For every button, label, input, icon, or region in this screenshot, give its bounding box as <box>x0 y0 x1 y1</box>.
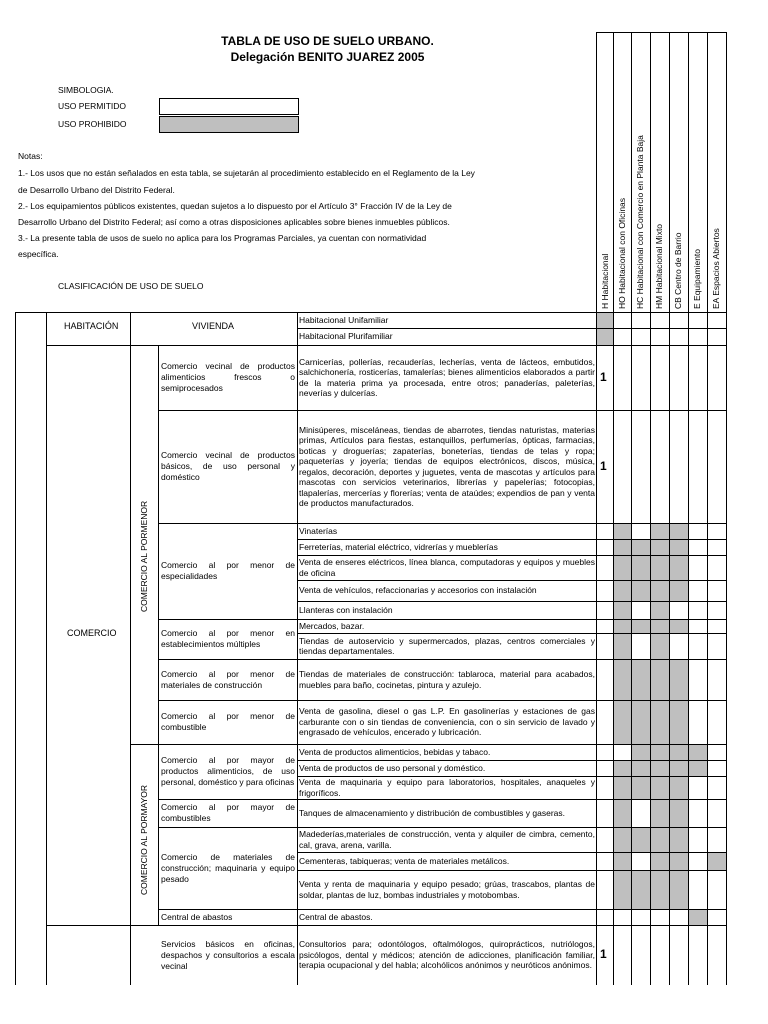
use-row-label: Mercados, bazar. <box>299 620 365 631</box>
prohibited-cell <box>631 700 650 744</box>
document-title: TABLA DE USO DE SUELO URBANO. <box>221 34 434 48</box>
table-divider <box>130 312 131 985</box>
permitted-cell <box>688 852 707 870</box>
prohibited-cell <box>631 659 650 700</box>
prohibited-cell <box>669 870 688 909</box>
permitted-cell <box>707 760 726 776</box>
notes-heading: Notas: <box>18 151 43 161</box>
use-row-label: Vinaterías <box>299 525 338 536</box>
prohibited-cell <box>669 580 688 601</box>
permitted-cell <box>688 601 707 619</box>
column-divider <box>726 32 727 985</box>
category-label: Servicios básicos en oficinas, despachos y consultorios a escala vecinal <box>161 938 295 971</box>
prohibited-cell <box>650 700 669 744</box>
prohibited-cell <box>613 659 631 700</box>
prohibited-cell <box>669 744 688 760</box>
prohibited-cell <box>631 776 650 799</box>
use-row-label: Tiendas de autoservicio y supermercados, plazas, centros comerciales y tiendas departamentales. <box>299 635 595 656</box>
permitted-cell <box>688 312 707 328</box>
prohibited-cell <box>707 852 726 870</box>
column-header-ea: EA Espacios Abiertos <box>711 228 721 309</box>
permitted-cell <box>631 312 650 328</box>
prohibited-cell <box>650 799 669 827</box>
permitted-cell <box>707 870 726 909</box>
permitted-cell <box>688 659 707 700</box>
permitted-cell <box>650 410 669 523</box>
prohibited-cell <box>596 312 613 328</box>
prohibited-cell <box>669 659 688 700</box>
prohibited-cell <box>631 619 650 633</box>
use-row-label: Llanteras con instalación <box>299 604 393 615</box>
prohibited-cell <box>613 870 631 909</box>
permitted-cell <box>707 523 726 539</box>
group-vivienda: VIVIENDA <box>192 321 235 331</box>
permitted-cell <box>596 539 613 555</box>
prohibited-cell <box>631 555 650 580</box>
prohibited-cell <box>650 619 669 633</box>
permitted-cell <box>631 410 650 523</box>
permitted-cell <box>707 539 726 555</box>
permitted-cell <box>631 523 650 539</box>
permitted-cell <box>688 580 707 601</box>
prohibited-cell <box>669 555 688 580</box>
group-comercio-pormayor: COMERCIO AL PORMAYOR <box>139 784 149 895</box>
permitted-cell <box>688 539 707 555</box>
permitted-cell <box>688 410 707 523</box>
use-row-label: Tanques de almacenamiento y distribución de combustibles y gaseras. <box>299 807 566 818</box>
column-header-hm: HM Habitacional Mixto <box>654 223 664 309</box>
permitted-cell <box>707 619 726 633</box>
permitted-cell <box>596 580 613 601</box>
permitted-cell <box>669 633 688 659</box>
table-divider <box>46 312 47 985</box>
prohibited-cell <box>613 523 631 539</box>
permitted-cell <box>631 925 650 985</box>
footnote-marker: 1 <box>600 947 607 961</box>
footnote-marker: 1 <box>600 459 607 473</box>
prohibited-cell <box>669 700 688 744</box>
column-header-h: H Habitacional <box>600 253 610 309</box>
prohibited-cell <box>669 523 688 539</box>
permitted-cell <box>707 827 726 852</box>
permitted-cell <box>669 909 688 925</box>
prohibited-cell <box>613 776 631 799</box>
permitted-cell <box>596 601 613 619</box>
category-label: Comercio al por menor de especialidades <box>161 560 295 581</box>
note-line: 3.- La presente tabla de usos de suelo no aplica para los Programas Parciales, ya cuentan con normatividad <box>18 233 427 243</box>
permitted-cell <box>669 312 688 328</box>
prohibited-cell <box>613 601 631 619</box>
prohibited-cell <box>650 523 669 539</box>
permitted-cell <box>688 619 707 633</box>
permitted-cell <box>707 580 726 601</box>
use-row-label: Carnicerías, pollerías, recauderías, lecherías, venta de lácteos, embutidos, salchichonería, rosticerías, tamalerías; bienes alimenticios elaborados a partir de la materia prima ya procesada, entre otros; panaderías, paleterías, neverías y dulcerías. <box>299 356 595 398</box>
header-top-border <box>596 32 727 33</box>
prohibited-cell <box>631 760 650 776</box>
use-row-label: Cementeras, tabiqueras; venta de materiales metálicos. <box>299 855 510 866</box>
use-row-label: Minisúperes, misceláneas, tiendas de abarrotes, tiendas naturistas, materias primas, Artículos para fiestas, estanquillos, perfumerías, ópticas, farmacias, boticas y droguerías; zapaterías, boneterías, tiendas de telas y ropa; paqueterías y joyería; tiendas de equipos electrónicos, discos, música, regalos, decoración, deportes y juguetes, venta de mascotas y artículos para mascotas con servicios veterinarios, librerías y papelerías; fotocopias, tlapalerías, mercerías y florerías; venta de ataúdes; expendios de pan y venta de productos manufacturados. <box>299 424 595 508</box>
column-header-ho: HO Habitacional con Oficinas <box>617 197 627 309</box>
permitted-cell <box>688 328 707 345</box>
use-row-label: Consultorios para; odontólogos, oftalmólogos, quiroprácticos, nutriólogos, psicólogos, dental y médicos; atención de adicciones, planificación familiar, terapia ocupacional y del habla; alcohólicos anónimos y neuróticos anónimos. <box>299 939 595 971</box>
permitted-cell <box>631 601 650 619</box>
prohibited-cell <box>613 799 631 827</box>
permitted-cell <box>707 410 726 523</box>
footnote-marker: 1 <box>600 370 607 384</box>
document-subtitle: Delegación BENITO JUAREZ 2005 <box>230 50 425 64</box>
permitted-cell <box>631 328 650 345</box>
permitted-cell <box>707 909 726 925</box>
use-row-label: Tiendas de materiales de construcción: tablaroca, material para acabados, muebles para baño, cocinetas, pintura y azulejo. <box>299 669 595 690</box>
permitted-cell <box>596 555 613 580</box>
category-label: Central de abastos <box>161 911 233 922</box>
permitted-cell <box>688 827 707 852</box>
permitted-cell <box>613 312 631 328</box>
permitted-cell <box>596 659 613 700</box>
prohibited-cell <box>613 555 631 580</box>
permitted-cell <box>707 633 726 659</box>
prohibited-cell <box>669 852 688 870</box>
legend-prohibited-label: USO PROHIBIDO <box>58 119 127 129</box>
prohibited-cell <box>650 580 669 601</box>
permitted-cell <box>596 760 613 776</box>
permitted-cell <box>631 909 650 925</box>
prohibited-cell <box>650 776 669 799</box>
prohibited-cell <box>596 328 613 345</box>
prohibited-cell <box>650 852 669 870</box>
column-divider <box>596 32 597 985</box>
use-row-label: Venta de enseres eléctricos, línea blanca, computadoras y equipos y muebles de oficina <box>299 557 595 578</box>
permitted-cell <box>650 312 669 328</box>
column-divider <box>669 32 670 985</box>
prohibited-cell <box>613 580 631 601</box>
note-line: Desarrollo Urbano del Distrito Federal; así como a otras disposiciones aplicables sobre bienes inmuebles públicos. <box>18 217 450 227</box>
permitted-cell <box>596 870 613 909</box>
legend-permitted-label: USO PERMITIDO <box>58 101 127 111</box>
prohibited-cell <box>631 580 650 601</box>
prohibited-cell <box>613 760 631 776</box>
prohibited-cell <box>669 827 688 852</box>
prohibited-cell <box>650 659 669 700</box>
permitted-cell <box>650 328 669 345</box>
category-label: Comercio al por menor de materiales de construcción <box>161 668 295 690</box>
permitted-cell <box>707 700 726 744</box>
category-label: Comercio de materiales de construcción; maquinaria y equipo pesado <box>161 851 295 884</box>
classification-label: CLASIFICACIÓN DE USO DE SUELO <box>58 281 204 291</box>
prohibited-cell <box>669 539 688 555</box>
permitted-cell <box>707 345 726 410</box>
permitted-cell <box>631 852 650 870</box>
column-divider <box>688 32 689 985</box>
permitted-cell <box>707 744 726 760</box>
prohibited-cell <box>631 870 650 909</box>
prohibited-cell <box>613 852 631 870</box>
use-row-label: Venta de maquinaria y equipo para laboratorios, hospitales, anaqueles y frigoríficos. <box>299 777 595 798</box>
permitted-cell <box>596 827 613 852</box>
permitted-cell <box>707 799 726 827</box>
use-row-label: Venta de productos alimenticios, bebidas y tabaco. <box>299 746 491 757</box>
prohibited-cell <box>669 760 688 776</box>
permitted-cell <box>688 523 707 539</box>
permitted-cell <box>669 410 688 523</box>
use-row-label: Venta y renta de maquinaria y equipo pesado; grúas, trascabos, plantas de soldar, plantas de luz, bombas industriales y motobombas. <box>299 879 595 900</box>
permitted-cell <box>688 925 707 985</box>
prohibited-cell <box>688 744 707 760</box>
permitted-cell <box>650 345 669 410</box>
permitted-cell <box>707 328 726 345</box>
prohibited-cell <box>688 909 707 925</box>
permitted-cell <box>707 776 726 799</box>
use-row-label: Venta de gasolina, diesel o gas L.P. En gasolinerías y estaciones de gas carburante con o sin tiendas de conveniencia, con o sin servicio de lavado y engrasado de vehículos, encerado y lubricación. <box>299 706 595 738</box>
permitted-cell <box>707 659 726 700</box>
category-label: Comercio vecinal de productos básicos, de uso personal y doméstico <box>161 450 295 482</box>
column-divider <box>631 32 632 985</box>
note-line: de Desarrollo Urbano del Distrito Federal. <box>18 185 175 195</box>
prohibited-cell <box>650 744 669 760</box>
permitted-cell <box>707 555 726 580</box>
prohibited-cell <box>650 870 669 909</box>
use-row-label: Central de abastos. <box>299 911 373 922</box>
prohibited-cell <box>669 776 688 799</box>
use-row-label: Madederías,materiales de construcción, venta y alquiler de cimbra, cemento, cal, grava, arena, varilla. <box>299 829 595 850</box>
prohibited-cell <box>613 700 631 744</box>
permitted-cell <box>596 852 613 870</box>
permitted-cell <box>596 523 613 539</box>
category-label: Comercio al por mayor de combustibles <box>161 802 295 823</box>
permitted-cell <box>613 328 631 345</box>
category-label: Comercio al por mayor de productos alimenticios, de uso personal, doméstico y para oficinas <box>161 755 295 787</box>
group-habitacion: HABITACIÓN <box>64 321 119 331</box>
prohibited-cell <box>613 619 631 633</box>
permitted-cell <box>596 776 613 799</box>
permitted-cell <box>650 925 669 985</box>
permitted-cell <box>613 925 631 985</box>
prohibited-cell <box>688 760 707 776</box>
note-line: específica. <box>18 249 59 259</box>
column-divider <box>650 32 651 985</box>
column-divider <box>707 32 708 985</box>
permitted-cell <box>688 799 707 827</box>
prohibited-cell <box>613 827 631 852</box>
column-header-hc: HC Habitacional con Comercio en Planta Baja <box>635 135 645 309</box>
permitted-cell <box>596 744 613 760</box>
prohibited-cell <box>669 619 688 633</box>
permitted-cell <box>613 345 631 410</box>
permitted-cell <box>688 633 707 659</box>
column-header-cb: CB Centro de Barrio <box>673 232 683 309</box>
permitted-cell <box>631 633 650 659</box>
legend-title: SIMBOLOGIA. <box>58 85 114 95</box>
table-divider <box>297 312 298 985</box>
prohibited-cell <box>613 539 631 555</box>
prohibited-cell <box>631 744 650 760</box>
prohibited-cell <box>631 539 650 555</box>
table-divider <box>158 345 159 925</box>
permitted-cell <box>596 633 613 659</box>
permitted-cell <box>707 601 726 619</box>
prohibited-cell <box>650 539 669 555</box>
prohibited-cell <box>650 601 669 619</box>
use-row-label: Habitacional Unifamiliar <box>299 314 389 325</box>
permitted-cell <box>631 345 650 410</box>
use-row-label: Venta de productos de uso personal y doméstico. <box>299 762 486 773</box>
permitted-cell <box>613 909 631 925</box>
group-comercio: COMERCIO <box>67 628 117 638</box>
use-row-label: Venta de vehículos, refaccionarias y accesorios con instalación <box>299 585 537 596</box>
prohibited-cell <box>650 555 669 580</box>
prohibited-cell <box>650 760 669 776</box>
permitted-cell <box>669 328 688 345</box>
permitted-cell <box>688 345 707 410</box>
group-comercio-pormenor: COMERCIO AL PORMENOR <box>139 500 149 612</box>
permitted-cell <box>669 345 688 410</box>
note-line: 1.- Los usos que no están señalados en esta tabla, se sujetarán al procedimiento establecido en el Reglamento de la Ley <box>18 168 475 178</box>
permitted-cell <box>596 700 613 744</box>
use-row-label: Habitacional Plurifamiliar <box>299 331 393 342</box>
prohibited-cell <box>669 799 688 827</box>
permitted-cell <box>688 700 707 744</box>
prohibited-cell <box>650 633 669 659</box>
prohibited-cell <box>631 827 650 852</box>
permitted-cell <box>688 555 707 580</box>
column-header-e: E Equipamiento <box>692 248 702 309</box>
prohibited-cell <box>613 633 631 659</box>
note-line: 2.- Los equipamientos públicos existentes, quedan sujetos a lo dispuesto por el Artículo 3° Fracción IV de la Ley de <box>18 201 452 211</box>
category-label: Comercio vecinal de productos alimenticios frescos o semiprocesados <box>161 361 295 393</box>
permitted-cell <box>596 619 613 633</box>
permitted-cell <box>613 744 631 760</box>
permitted-cell <box>707 312 726 328</box>
category-label: Comercio al por menor en establecimientos múltiples <box>161 628 295 649</box>
permitted-cell <box>669 925 688 985</box>
column-divider <box>613 32 614 985</box>
use-row-label: Ferreterías, material eléctrico, vidrerías y mueblerías <box>299 541 498 552</box>
permitted-cell <box>650 909 669 925</box>
permitted-cell <box>613 410 631 523</box>
prohibited-cell <box>650 827 669 852</box>
permitted-cell <box>688 870 707 909</box>
permitted-cell <box>669 601 688 619</box>
permitted-cell <box>688 776 707 799</box>
permitted-cell <box>596 799 613 827</box>
permitted-cell <box>707 925 726 985</box>
permitted-cell <box>596 909 613 925</box>
table-divider <box>15 312 16 985</box>
permitted-cell <box>631 799 650 827</box>
category-label: Comercio al por menor de combustible <box>161 711 295 732</box>
